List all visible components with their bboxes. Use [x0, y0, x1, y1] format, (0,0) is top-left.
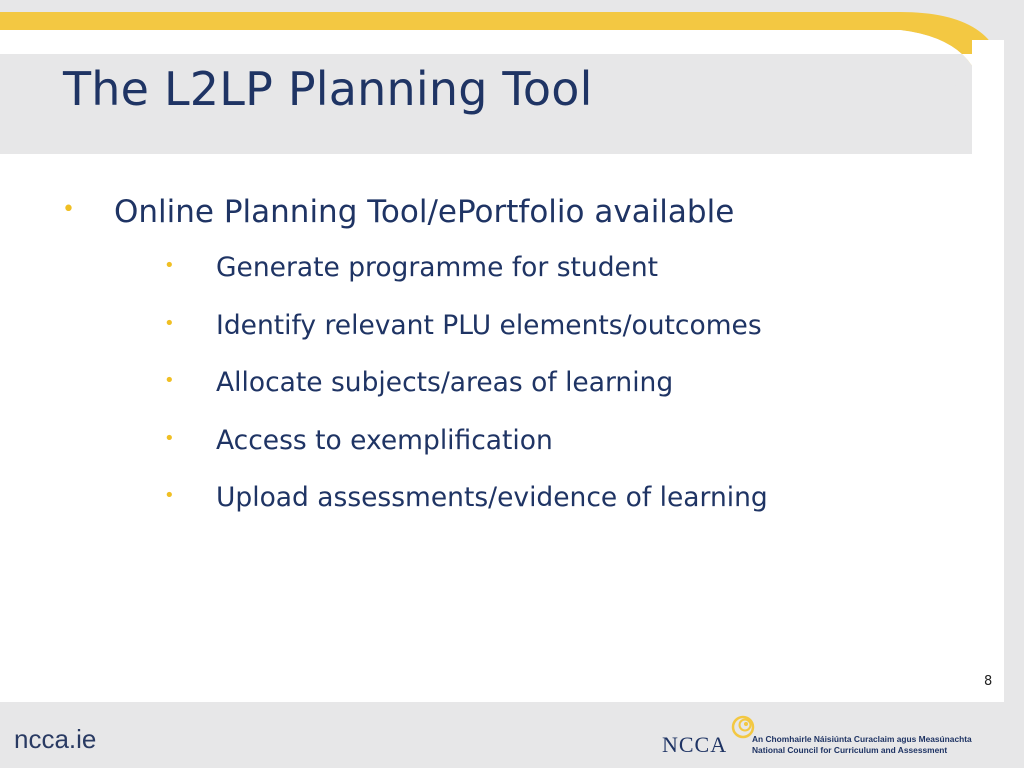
- org-name-english: National Council for Curriculum and Assessment: [752, 745, 948, 755]
- sub-bullet-item: [164, 425, 768, 483]
- bullet-dot-icon: •: [164, 255, 175, 276]
- bullet-dot-icon: •: [164, 485, 175, 506]
- sub-bullet-item: [164, 310, 768, 368]
- bullet-text: Online Planning Tool/ePortfolio available: [114, 194, 735, 230]
- sub-bullet-item: [164, 252, 768, 310]
- org-name-irish: An Chomhairle Náisiúnta Curaclaim agus Measúnachta: [752, 734, 972, 744]
- ncca-logo-text: NCCA: [662, 732, 728, 757]
- bullet-level1: [62, 194, 734, 230]
- page-number: 8: [984, 674, 993, 689]
- sub-bullet-text: Allocate subjects/areas of learning: [216, 367, 674, 398]
- sub-bullet-text: Upload assessments/evidence of learning: [216, 482, 768, 513]
- website-link[interactable]: ncca.ie: [14, 724, 97, 754]
- sub-bullet-text: Identify relevant PLU elements/outcomes: [216, 309, 762, 341]
- sub-bullet-item: [164, 367, 768, 425]
- bullet-dot-icon: •: [164, 427, 175, 449]
- sub-bullet-text: Generate programme for student: [216, 252, 659, 283]
- bullet-dot-icon: •: [164, 370, 175, 391]
- sub-bullet-list: [164, 252, 768, 540]
- sub-bullet-text: Access to exemplification: [216, 424, 553, 456]
- sub-bullet-item: [164, 482, 768, 540]
- bullet-dot-icon: •: [62, 197, 75, 222]
- bullet-dot-icon: •: [164, 312, 175, 334]
- right-white-rail: [972, 40, 1004, 702]
- slide-title: The L2LP Planning Tool: [63, 62, 593, 116]
